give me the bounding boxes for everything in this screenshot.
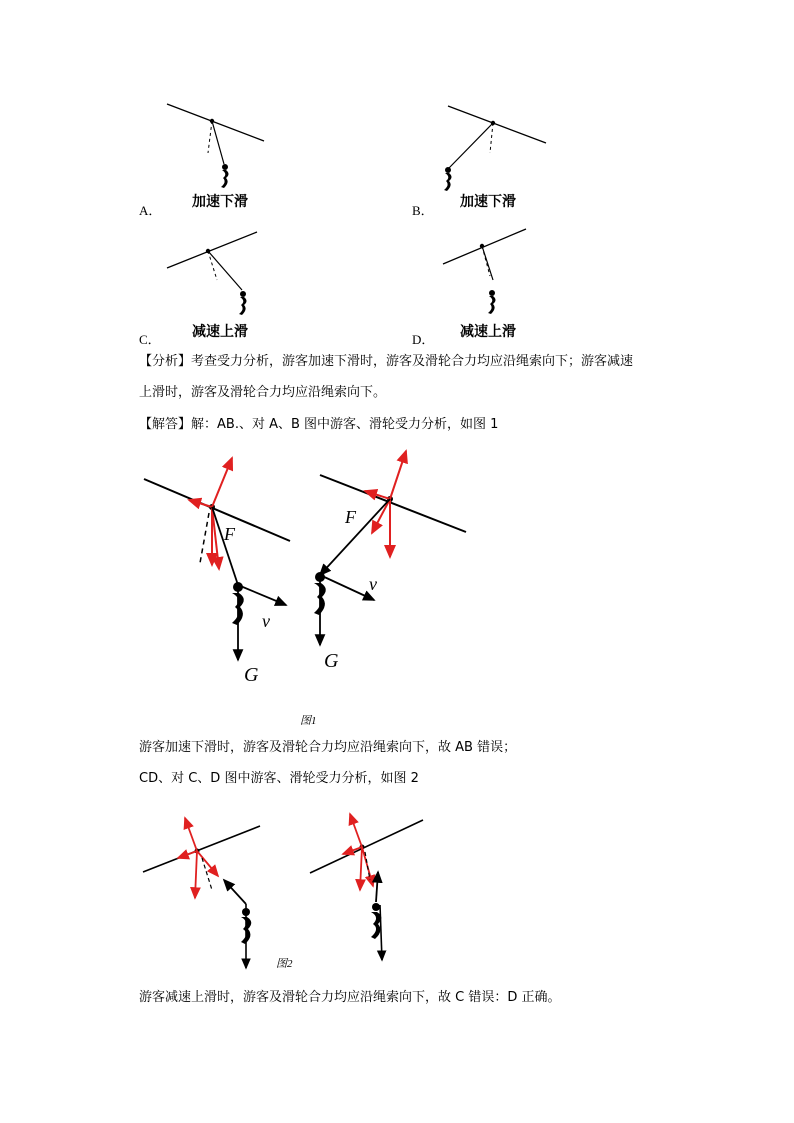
figure-1-force-f-left: F bbox=[224, 524, 235, 544]
option-c-label[interactable]: C． bbox=[139, 332, 161, 347]
option-a-caption: 加速下滑 bbox=[192, 194, 248, 210]
climber-icon bbox=[232, 582, 244, 625]
solution-line-2: 游客加速下滑时，游客及滑轮合力均应沿绳索向下，故 AB 错误； bbox=[139, 740, 517, 755]
solution-text-1: 解：AB.、对 A、B 图中游客、滑轮受力分析，如图 1 bbox=[191, 417, 499, 432]
analysis-tag: 【分析】 bbox=[139, 354, 192, 369]
option-b-diagram bbox=[440, 100, 560, 195]
analysis-line-1 bbox=[139, 352, 633, 372]
figure-1-velocity-right: v bbox=[369, 574, 377, 594]
figure-1-label: 图1 bbox=[300, 715, 317, 727]
figure-2-label: 图2 bbox=[276, 958, 293, 970]
option-d-label[interactable]: D． bbox=[412, 332, 435, 347]
climber-icon bbox=[488, 290, 496, 314]
option-d-caption: 减速上滑 bbox=[460, 324, 516, 340]
solution-tag: 【解答】 bbox=[139, 417, 192, 432]
option-a-diagram bbox=[160, 98, 280, 198]
climber-icon bbox=[241, 908, 251, 944]
solution-line-4: 游客减速上滑时，游客及滑轮合力均应沿绳索向下，故 C 错误：D 正确。 bbox=[139, 990, 561, 1005]
climber-icon bbox=[314, 572, 326, 615]
option-d-diagram bbox=[438, 224, 548, 324]
solution-line-1 bbox=[139, 415, 498, 435]
option-c-diagram bbox=[160, 228, 270, 323]
climber-icon bbox=[239, 291, 247, 315]
climber-icon bbox=[221, 164, 229, 188]
option-a-label[interactable]: A． bbox=[139, 203, 162, 218]
climber-icon bbox=[444, 167, 452, 191]
figure-1-diagram bbox=[140, 445, 485, 690]
figure-2-diagram bbox=[140, 810, 430, 970]
figure-1-velocity-left: v bbox=[262, 611, 270, 631]
climber-icon bbox=[371, 903, 381, 939]
figure-1-force-f-right: F bbox=[345, 507, 356, 527]
figure-1-gravity-left: G bbox=[244, 664, 259, 686]
solution-line-3: CD、对 C、D 图中游客、滑轮受力分析，如图 2 bbox=[139, 771, 419, 786]
analysis-text-1: 考查受力分析，游客加速下滑时，游客及滑轮合力均应沿绳索向下；游客减速 bbox=[191, 354, 634, 369]
option-c-caption: 减速上滑 bbox=[192, 324, 248, 340]
option-b-caption: 加速下滑 bbox=[460, 194, 516, 210]
figure-1-gravity-right: G bbox=[324, 650, 339, 672]
analysis-line-2: 上滑时，游客及滑轮合力均应沿绳索向下。 bbox=[139, 385, 387, 400]
option-b-label[interactable]: B． bbox=[412, 203, 434, 218]
